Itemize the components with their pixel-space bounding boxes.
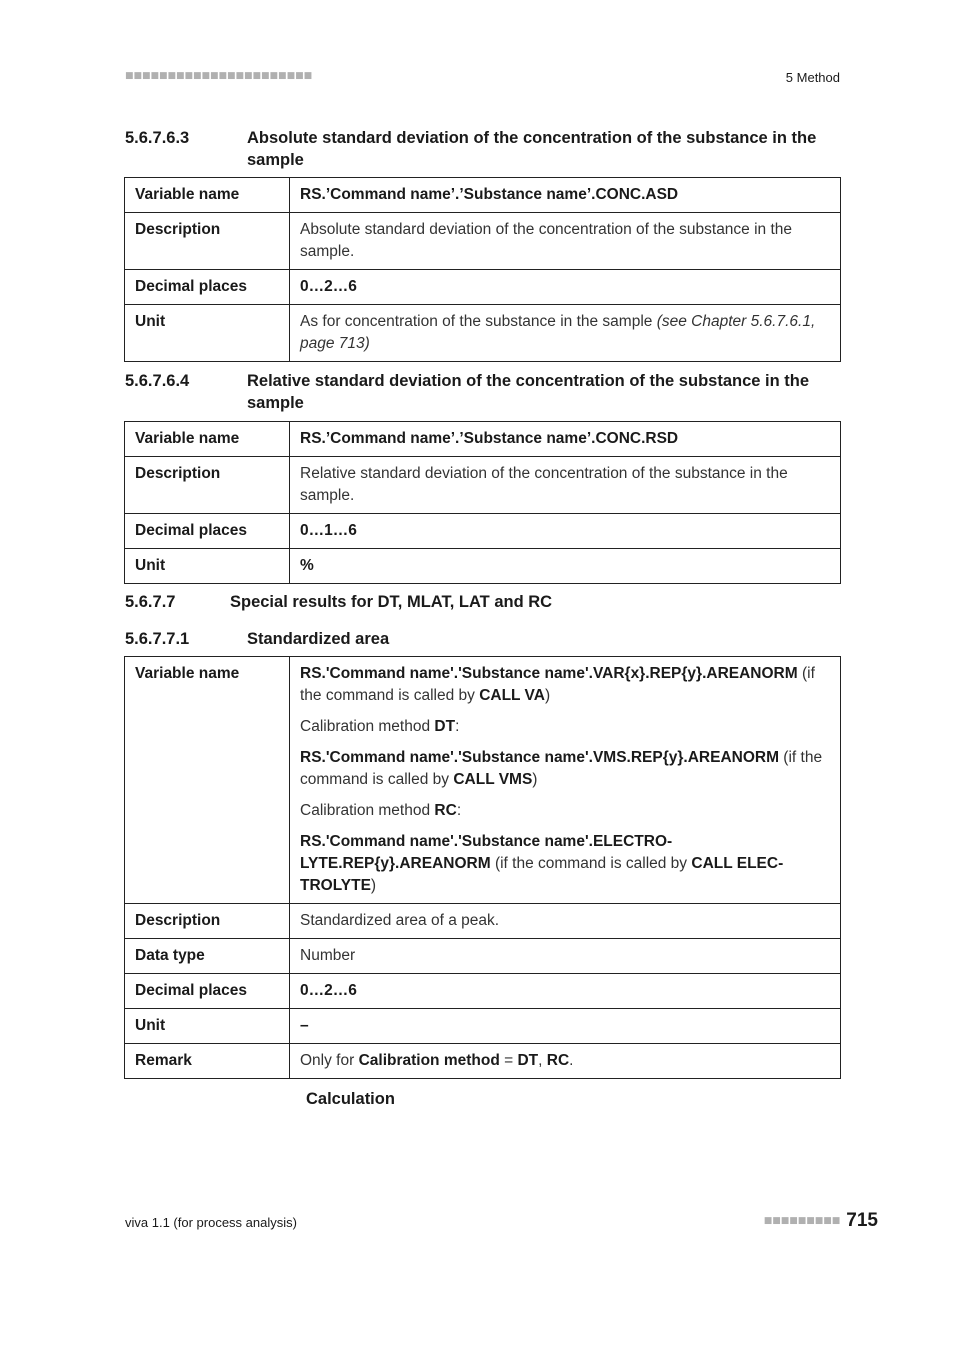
- footer-page: [764, 1210, 878, 1232]
- method-name: DT: [517, 1052, 539, 1069]
- unit-value: –: [290, 1009, 841, 1044]
- row-label: Unit: [125, 305, 290, 362]
- table-conc-rsd: [124, 421, 841, 584]
- text: ,: [538, 1052, 547, 1069]
- footer-product: viva 1.1 (for process analysis): [125, 1215, 297, 1230]
- text: :: [456, 802, 462, 819]
- table-row: [125, 422, 841, 457]
- row-label: Remark: [125, 1044, 290, 1079]
- description-value: Standardized area of a peak.: [290, 904, 841, 939]
- row-label: Variable name: [125, 657, 290, 904]
- table-row: [125, 305, 841, 362]
- section-number: 5.6.7.6.4: [125, 372, 190, 390]
- parameter-name: Calibration method: [358, 1052, 500, 1069]
- row-label: Variable name: [125, 178, 290, 213]
- text: Calibration method: [300, 718, 435, 735]
- page-number: 715: [846, 1210, 878, 1231]
- decimal-places-value: 0…2…6: [290, 270, 841, 305]
- command-name: CALL ELECTROLYTE: [300, 855, 784, 894]
- command-name: CALL VMS: [453, 771, 533, 788]
- variable-name-value: RS.’Command name’.’Substance name’.CONC.ASD: [290, 178, 841, 213]
- section-number: 5.6.7.7: [125, 593, 176, 611]
- table-row: [125, 457, 841, 514]
- row-label: Decimal places: [125, 270, 290, 305]
- calibration-dt-label: [300, 716, 830, 738]
- remark-value: [290, 1044, 841, 1079]
- unit-value: %: [290, 549, 841, 584]
- table-row: [125, 514, 841, 549]
- table-row: [125, 178, 841, 213]
- table-conc-asd: [124, 177, 841, 362]
- command-name: CALL VA: [479, 687, 545, 704]
- calibration-rc-label: [300, 800, 830, 822]
- variable-va: [300, 663, 830, 707]
- calculation-heading: Calculation: [306, 1090, 395, 1108]
- row-label: Description: [125, 457, 290, 514]
- section-title: Special results for DT, MLAT, LAT and RC: [230, 593, 553, 611]
- row-label: Data type: [125, 939, 290, 974]
- variable-name-value: RS.’Command name’.’Substance name’.CONC.RSD: [290, 422, 841, 457]
- variable-vms: [300, 747, 830, 791]
- text: (if the command is called by: [490, 855, 692, 872]
- text: Only for: [300, 1052, 359, 1069]
- chapter-reference-link[interactable]: (see Chapter 5.6.7.6.1, page 713): [300, 313, 816, 352]
- text: (if the command is called by: [300, 749, 823, 788]
- table-row: [125, 1044, 841, 1079]
- table-row: [125, 213, 841, 270]
- text: .: [569, 1052, 574, 1069]
- variable-code: RS.'Command name'.'Substance name'.ELECTROLYTE.REP{y}.AREANORM: [300, 833, 673, 872]
- text: =: [499, 1052, 518, 1069]
- row-label: Description: [125, 213, 290, 270]
- row-label: Variable name: [125, 422, 290, 457]
- text: :: [455, 718, 460, 735]
- row-label: Decimal places: [125, 974, 290, 1009]
- text: ): [544, 687, 551, 704]
- section-number: 5.6.7.6.3: [125, 129, 190, 147]
- table-row: [125, 974, 841, 1009]
- data-type-value: Number: [290, 939, 841, 974]
- section-title: Absolute standard deviation of the concentration of the substance in the sample: [247, 129, 817, 169]
- table-row: [125, 939, 841, 974]
- row-label: Unit: [125, 1009, 290, 1044]
- section-number: 5.6.7.7.1: [125, 630, 190, 648]
- row-label: Description: [125, 904, 290, 939]
- section-title: Standardized area: [247, 630, 390, 648]
- method-name: RC: [434, 802, 457, 819]
- table-row: [125, 1009, 841, 1044]
- variable-code: RS.'Command name'.'Substance name'.VMS.REP{y}.AREANORM: [300, 749, 779, 766]
- decimal-places-value: 0…2…6: [290, 974, 841, 1009]
- text: Calibration method: [300, 802, 435, 819]
- header-decoration: ■■■■■■■■■■■■■■■■■■■■■■: [125, 71, 313, 81]
- chapter-label: 5 Method: [785, 70, 840, 85]
- variable-name-value: [290, 657, 841, 904]
- row-label: Unit: [125, 549, 290, 584]
- text: ): [532, 771, 538, 788]
- table-row: [125, 904, 841, 939]
- method-name: RC: [546, 1052, 570, 1069]
- footer-decoration: ■■■■■■■■■: [763, 1215, 841, 1226]
- description-value: Relative standard deviation of the concentration of the substance in the sample.: [290, 457, 841, 514]
- description-value: Absolute standard deviation of the concentration of the substance in the sample.: [290, 213, 841, 270]
- table-standardized-area: [124, 656, 841, 1079]
- unit-value: [290, 305, 841, 362]
- row-label: Decimal places: [125, 514, 290, 549]
- variable-electrolyte: [300, 831, 830, 897]
- table-row: [125, 549, 841, 584]
- text: ): [370, 877, 377, 894]
- decimal-places-value: 0…1…6: [290, 514, 841, 549]
- table-row: [125, 270, 841, 305]
- table-row: [125, 657, 841, 904]
- text: (if the command is called by: [300, 665, 815, 704]
- method-name: DT: [434, 718, 456, 735]
- unit-text: As for concentration of the substance in the sample: [300, 313, 657, 330]
- section-title: Relative standard deviation of the concentration of the substance in the sample: [247, 372, 810, 412]
- variable-code: RS.'Command name'.'Substance name'.VAR{x}.REP{y}.AREANORM: [300, 665, 798, 682]
